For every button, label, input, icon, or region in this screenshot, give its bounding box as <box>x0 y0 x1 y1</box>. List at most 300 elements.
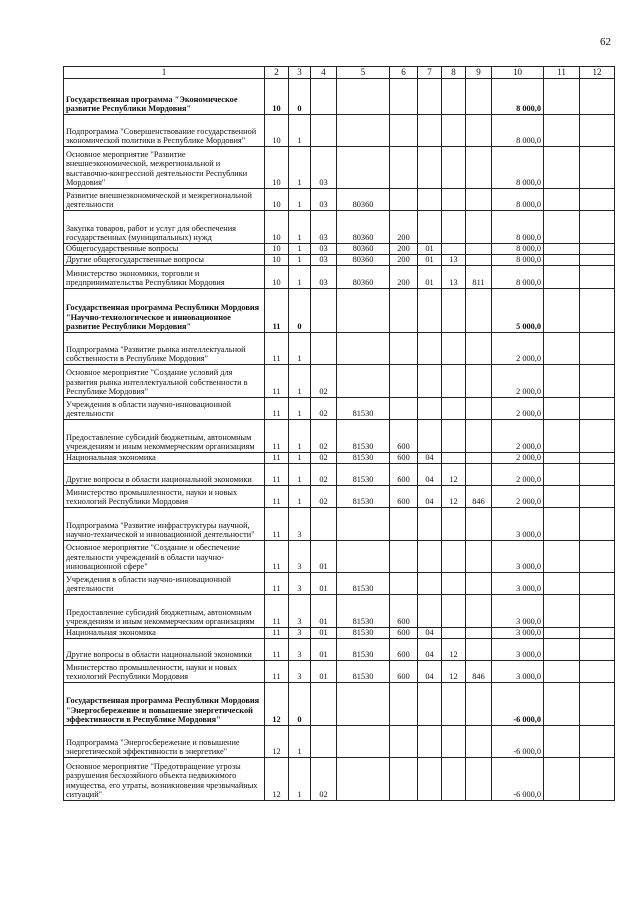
amount: 2 000,0 <box>492 365 544 398</box>
column-header: 5 <box>337 67 390 79</box>
row-name: Основное мероприятие "Предотвращение угрозы разрушения бесхозяйного объекта недвижимого имущества, его утраты, возникновения чрезвычайных ситуаций" <box>64 758 265 801</box>
amount: -6 000,0 <box>492 758 544 801</box>
extra-col-12 <box>580 541 615 573</box>
extra-col-12 <box>580 464 615 486</box>
table-row <box>64 365 615 398</box>
subchapter-code <box>442 420 466 453</box>
chapter-code <box>418 333 442 365</box>
expense-type-code: 600 <box>390 639 418 661</box>
extra-col-11 <box>544 365 580 398</box>
ministry-code <box>466 541 492 573</box>
expense-type-code: 600 <box>390 628 418 639</box>
expense-code <box>337 726 390 758</box>
expense-code: 81530 <box>337 628 390 639</box>
table-row <box>64 453 615 464</box>
extra-col-12 <box>580 595 615 628</box>
expense-code: 80360 <box>337 266 390 289</box>
expense-code: 80360 <box>337 244 390 255</box>
amount: 2 000,0 <box>492 486 544 508</box>
event-code: 03 <box>311 211 337 244</box>
table-row <box>64 211 615 244</box>
amount: 2 000,0 <box>492 333 544 365</box>
row-name: Предоставление субсидий бюджетным, автономным учреждениям и иным некоммерческим организациям <box>64 595 265 628</box>
amount: 3 000,0 <box>492 573 544 595</box>
subsection-code: 3 <box>289 639 311 661</box>
ministry-code <box>466 147 492 189</box>
expense-type-code <box>390 189 418 211</box>
ministry-code <box>466 79 492 115</box>
event-code <box>311 115 337 147</box>
chapter-code <box>418 211 442 244</box>
expense-code <box>337 115 390 147</box>
ministry-code <box>466 595 492 628</box>
subsection-code: 1 <box>289 189 311 211</box>
extra-col-11 <box>544 464 580 486</box>
extra-col-12 <box>580 289 615 333</box>
subchapter-code: 12 <box>442 639 466 661</box>
ministry-code <box>466 333 492 365</box>
row-name: Подпрограмма "Совершенствование государственной экономической политики в Республике Мордовия" <box>64 115 265 147</box>
chapter-code <box>418 398 442 420</box>
row-name: Другие вопросы в области национальной экономики <box>64 639 265 661</box>
subchapter-code <box>442 573 466 595</box>
extra-col-11 <box>544 486 580 508</box>
expense-code <box>337 365 390 398</box>
column-header: 4 <box>311 67 337 79</box>
subsection-code: 1 <box>289 266 311 289</box>
section-code: 12 <box>265 683 289 726</box>
row-name: Закупка товаров, работ и услуг для обеспечения государственных (муниципальных) нужд <box>64 211 265 244</box>
extra-col-12 <box>580 244 615 255</box>
amount: 2 000,0 <box>492 398 544 420</box>
ministry-code <box>466 211 492 244</box>
ministry-code <box>466 189 492 211</box>
event-code: 02 <box>311 420 337 453</box>
chapter-code: 01 <box>418 244 442 255</box>
expense-type-code <box>390 333 418 365</box>
event-code: 02 <box>311 486 337 508</box>
expense-type-code <box>390 683 418 726</box>
row-name: Учреждения в области научно-инновационной деятельности <box>64 398 265 420</box>
table-row <box>64 661 615 683</box>
expense-type-code: 600 <box>390 661 418 683</box>
ministry-code <box>466 683 492 726</box>
subchapter-code <box>442 147 466 189</box>
expense-type-code <box>390 758 418 801</box>
row-name: Развитие внешнеэкономической и межрегиональной деятельности <box>64 189 265 211</box>
subsection-code: 1 <box>289 365 311 398</box>
column-header: 12 <box>580 67 615 79</box>
event-code: 02 <box>311 398 337 420</box>
expense-type-code <box>390 541 418 573</box>
extra-col-11 <box>544 683 580 726</box>
row-name: Министерство промышленности, науки и новых технологий Республики Мордовия <box>64 661 265 683</box>
expense-code: 80360 <box>337 189 390 211</box>
extra-col-11 <box>544 244 580 255</box>
ministry-code <box>466 628 492 639</box>
event-code: 01 <box>311 541 337 573</box>
event-code <box>311 683 337 726</box>
expense-type-code <box>390 115 418 147</box>
chapter-code: 04 <box>418 453 442 464</box>
ministry-code <box>466 115 492 147</box>
subchapter-code: 12 <box>442 464 466 486</box>
expense-type-code <box>390 365 418 398</box>
amount: -6 000,0 <box>492 683 544 726</box>
expense-code <box>337 683 390 726</box>
amount: 2 000,0 <box>492 453 544 464</box>
event-code: 01 <box>311 628 337 639</box>
section-code: 10 <box>265 255 289 266</box>
chapter-code <box>418 79 442 115</box>
expense-type-code: 600 <box>390 464 418 486</box>
expense-code: 81530 <box>337 573 390 595</box>
chapter-code <box>418 758 442 801</box>
row-name: Национальная экономика <box>64 628 265 639</box>
section-code: 11 <box>265 595 289 628</box>
extra-col-11 <box>544 289 580 333</box>
page-number: 62 <box>600 36 611 48</box>
table-row <box>64 79 615 115</box>
expense-type-code <box>390 508 418 541</box>
amount: 8 000,0 <box>492 147 544 189</box>
table-row <box>64 255 615 266</box>
chapter-code: 04 <box>418 486 442 508</box>
ministry-code <box>466 420 492 453</box>
extra-col-12 <box>580 189 615 211</box>
subchapter-code <box>442 453 466 464</box>
table-row <box>64 464 615 486</box>
subchapter-code <box>442 595 466 628</box>
subsection-code: 1 <box>289 464 311 486</box>
event-code: 01 <box>311 661 337 683</box>
extra-col-11 <box>544 726 580 758</box>
ministry-code <box>466 289 492 333</box>
event-code: 02 <box>311 453 337 464</box>
ministry-code <box>466 758 492 801</box>
chapter-code <box>418 508 442 541</box>
extra-col-12 <box>580 683 615 726</box>
subsection-code: 1 <box>289 398 311 420</box>
chapter-code: 04 <box>418 661 442 683</box>
expense-type-code <box>390 79 418 115</box>
table-row <box>64 541 615 573</box>
extra-col-12 <box>580 115 615 147</box>
subsection-code: 1 <box>289 255 311 266</box>
ministry-code <box>466 453 492 464</box>
subsection-code: 0 <box>289 79 311 115</box>
amount: -6 000,0 <box>492 726 544 758</box>
subsection-code: 0 <box>289 289 311 333</box>
subsection-code: 1 <box>289 244 311 255</box>
extra-col-12 <box>580 255 615 266</box>
subchapter-code <box>442 365 466 398</box>
expense-code: 80360 <box>337 255 390 266</box>
expense-code <box>337 508 390 541</box>
section-code: 10 <box>265 244 289 255</box>
event-code: 03 <box>311 189 337 211</box>
expense-code: 81530 <box>337 453 390 464</box>
event-code: 02 <box>311 758 337 801</box>
extra-col-12 <box>580 573 615 595</box>
column-header: 3 <box>289 67 311 79</box>
section-code: 11 <box>265 661 289 683</box>
extra-col-11 <box>544 628 580 639</box>
ministry-code <box>466 365 492 398</box>
subsection-code: 3 <box>289 541 311 573</box>
section-code: 11 <box>265 639 289 661</box>
expense-type-code <box>390 726 418 758</box>
event-code: 03 <box>311 255 337 266</box>
row-name: Министерство промышленности, науки и новых технологий Республики Мордовия <box>64 486 265 508</box>
subchapter-code <box>442 541 466 573</box>
event-code: 01 <box>311 573 337 595</box>
chapter-code <box>418 115 442 147</box>
chapter-code: 01 <box>418 255 442 266</box>
extra-col-12 <box>580 758 615 801</box>
amount: 2 000,0 <box>492 464 544 486</box>
expense-code: 81530 <box>337 661 390 683</box>
event-code <box>311 508 337 541</box>
event-code <box>311 289 337 333</box>
amount: 8 000,0 <box>492 211 544 244</box>
subchapter-code <box>442 508 466 541</box>
amount: 3 000,0 <box>492 661 544 683</box>
section-code: 10 <box>265 79 289 115</box>
subsection-code: 0 <box>289 683 311 726</box>
subsection-code: 1 <box>289 211 311 244</box>
extra-col-12 <box>580 639 615 661</box>
section-code: 11 <box>265 333 289 365</box>
table-row <box>64 398 615 420</box>
column-header: 6 <box>390 67 418 79</box>
extra-col-12 <box>580 147 615 189</box>
expense-code: 81530 <box>337 595 390 628</box>
section-code: 11 <box>265 464 289 486</box>
expense-type-code <box>390 289 418 333</box>
table-row <box>64 147 615 189</box>
subchapter-code <box>442 289 466 333</box>
extra-col-12 <box>580 453 615 464</box>
ministry-code <box>466 726 492 758</box>
expense-code: 81530 <box>337 486 390 508</box>
subchapter-code <box>442 115 466 147</box>
table-row <box>64 115 615 147</box>
expense-type-code: 200 <box>390 244 418 255</box>
section-code: 10 <box>265 266 289 289</box>
chapter-code <box>418 683 442 726</box>
amount: 3 000,0 <box>492 541 544 573</box>
row-name: Подпрограмма "Энергосбережение и повышение энергетической эффективности в энергетике" <box>64 726 265 758</box>
amount: 3 000,0 <box>492 508 544 541</box>
section-code: 10 <box>265 189 289 211</box>
row-name: Подпрограмма "Развитие рынка интеллектуальной собственности в Республике Мордовия" <box>64 333 265 365</box>
chapter-code: 04 <box>418 639 442 661</box>
subsection-code: 1 <box>289 147 311 189</box>
row-name: Предоставление субсидий бюджетным, автономным учреждениям и иным некоммерческим организациям <box>64 420 265 453</box>
chapter-code <box>418 420 442 453</box>
section-code: 11 <box>265 486 289 508</box>
column-header: 9 <box>466 67 492 79</box>
table-row <box>64 639 615 661</box>
extra-col-11 <box>544 266 580 289</box>
extra-col-11 <box>544 79 580 115</box>
expense-type-code: 200 <box>390 211 418 244</box>
event-code: 03 <box>311 244 337 255</box>
expense-code: 81530 <box>337 420 390 453</box>
subsection-code: 1 <box>289 453 311 464</box>
extra-col-12 <box>580 79 615 115</box>
section-code: 11 <box>265 365 289 398</box>
subchapter-code <box>442 244 466 255</box>
expense-code: 81530 <box>337 464 390 486</box>
section-code: 11 <box>265 628 289 639</box>
section-code: 11 <box>265 541 289 573</box>
amount: 8 000,0 <box>492 244 544 255</box>
chapter-code <box>418 365 442 398</box>
subsection-code: 3 <box>289 508 311 541</box>
expense-type-code <box>390 573 418 595</box>
chapter-code <box>418 595 442 628</box>
subsection-code: 1 <box>289 115 311 147</box>
table-row <box>64 486 615 508</box>
extra-col-12 <box>580 211 615 244</box>
chapter-code: 04 <box>418 628 442 639</box>
ministry-code <box>466 508 492 541</box>
expense-type-code: 600 <box>390 486 418 508</box>
table-row <box>64 683 615 726</box>
extra-col-11 <box>544 508 580 541</box>
subchapter-code <box>442 758 466 801</box>
ministry-code: 811 <box>466 266 492 289</box>
extra-col-11 <box>544 398 580 420</box>
expense-code <box>337 289 390 333</box>
expense-type-code <box>390 147 418 189</box>
chapter-code <box>418 147 442 189</box>
extra-col-12 <box>580 628 615 639</box>
extra-col-12 <box>580 508 615 541</box>
header-row <box>64 67 615 79</box>
amount: 8 000,0 <box>492 255 544 266</box>
table-row <box>64 758 615 801</box>
expense-type-code: 200 <box>390 266 418 289</box>
extra-col-12 <box>580 266 615 289</box>
amount: 3 000,0 <box>492 595 544 628</box>
extra-col-12 <box>580 398 615 420</box>
extra-col-11 <box>544 453 580 464</box>
table-row <box>64 244 615 255</box>
subchapter-code <box>442 398 466 420</box>
event-code: 01 <box>311 595 337 628</box>
extra-col-11 <box>544 573 580 595</box>
row-name: Государственная программа Республики Мордовия "Научно-технологическое и инновационное развитие Республики Мордовия" <box>64 289 265 333</box>
extra-col-11 <box>544 333 580 365</box>
ministry-code <box>466 255 492 266</box>
section-code: 12 <box>265 758 289 801</box>
row-name: Основное мероприятие "Создание условий для развития рынка интеллектуальной собственности в Республике Мордовия" <box>64 365 265 398</box>
row-name: Другие вопросы в области национальной экономики <box>64 464 265 486</box>
extra-col-11 <box>544 758 580 801</box>
event-code <box>311 726 337 758</box>
section-code: 11 <box>265 420 289 453</box>
ministry-code <box>466 573 492 595</box>
expense-code <box>337 758 390 801</box>
chapter-code <box>418 289 442 333</box>
expense-type-code: 600 <box>390 453 418 464</box>
subsection-code: 1 <box>289 333 311 365</box>
table-body <box>64 79 615 801</box>
expense-code <box>337 333 390 365</box>
ministry-code <box>466 398 492 420</box>
event-code <box>311 79 337 115</box>
column-header: 1 <box>64 67 265 79</box>
table-row <box>64 189 615 211</box>
amount: 8 000,0 <box>492 79 544 115</box>
amount: 8 000,0 <box>492 189 544 211</box>
amount: 5 000,0 <box>492 289 544 333</box>
subchapter-code <box>442 211 466 244</box>
table-row <box>64 508 615 541</box>
subsection-code: 3 <box>289 573 311 595</box>
expense-type-code: 600 <box>390 420 418 453</box>
subchapter-code <box>442 683 466 726</box>
column-header: 7 <box>418 67 442 79</box>
subsection-code: 1 <box>289 420 311 453</box>
event-code <box>311 333 337 365</box>
chapter-code <box>418 726 442 758</box>
row-name: Основное мероприятие "Создание и обеспечение деятельности учреждений в области научно-инновационной сфере" <box>64 541 265 573</box>
row-name: Государственная программа "Экономическое развитие Республики Мордовия" <box>64 79 265 115</box>
extra-col-11 <box>544 211 580 244</box>
subsection-code: 3 <box>289 661 311 683</box>
subchapter-code: 13 <box>442 266 466 289</box>
extra-col-11 <box>544 639 580 661</box>
subchapter-code <box>442 726 466 758</box>
expense-type-code <box>390 398 418 420</box>
row-name: Государственная программа Республики Мордовия "Энергосбережение и повышение энергетической эффективности в Республике Мордовия" <box>64 683 265 726</box>
ministry-code <box>466 639 492 661</box>
extra-col-11 <box>544 147 580 189</box>
budget-table <box>63 66 615 801</box>
column-header: 8 <box>442 67 466 79</box>
ministry-code <box>466 464 492 486</box>
amount: 3 000,0 <box>492 639 544 661</box>
amount: 8 000,0 <box>492 115 544 147</box>
table-row <box>64 628 615 639</box>
subchapter-code: 12 <box>442 486 466 508</box>
extra-col-12 <box>580 365 615 398</box>
ministry-code: 846 <box>466 661 492 683</box>
extra-col-11 <box>544 661 580 683</box>
section-code: 11 <box>265 573 289 595</box>
chapter-code <box>418 573 442 595</box>
expense-code: 81530 <box>337 639 390 661</box>
chapter-code <box>418 541 442 573</box>
table-row <box>64 595 615 628</box>
column-header: 10 <box>492 67 544 79</box>
subchapter-code <box>442 628 466 639</box>
subchapter-code: 13 <box>442 255 466 266</box>
event-code: 01 <box>311 639 337 661</box>
table-row <box>64 420 615 453</box>
expense-type-code: 200 <box>390 255 418 266</box>
subchapter-code <box>442 189 466 211</box>
subsection-code: 1 <box>289 486 311 508</box>
row-name: Другие общегосударственные вопросы <box>64 255 265 266</box>
extra-col-11 <box>544 420 580 453</box>
table-row <box>64 726 615 758</box>
column-header: 11 <box>544 67 580 79</box>
